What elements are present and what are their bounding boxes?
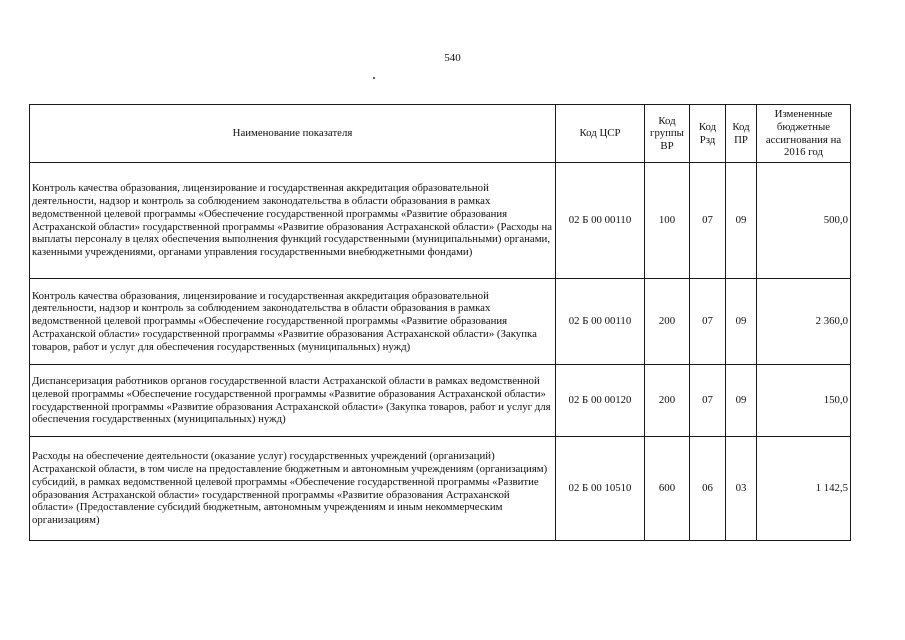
table-row (30, 437, 851, 541)
table-header-row (30, 105, 851, 163)
row-name: Контроль качества образования, лицензирование и государственная аккредитация образовательной деятельности, надзор и контроль за соблюдением законодательства в области образования в рамках ведомственной целевой программы «Обеспечение государственной программы «Развитие образования Астраханской области» государственной программы «Развитие образования Астраханской области» (Закупка товаров, работ и услуг для обеспечения государственных (муниципальных) нужд) (30, 279, 556, 365)
page-number: 540 (444, 52, 461, 64)
row-amount: 500,0 (757, 163, 851, 279)
table-row (30, 163, 851, 279)
row-csr: 02 Б 00 00120 (556, 365, 645, 437)
row-vr: 600 (645, 437, 690, 541)
header-pr: Код ПР (726, 105, 757, 163)
row-name: Диспансеризация работников органов государственной власти Астраханской области в рамках ведомственной целевой программы «Обеспечение государственной программы «Развитие образования Астраханской области» государственной программы «Развитие образования Астраханской области» (Закупка товаров, работ и услуг для обеспечения государственных (муниципальных) нужд) (30, 365, 556, 437)
row-pr: 03 (726, 437, 757, 541)
row-pr: 09 (726, 365, 757, 437)
row-csr: 02 Б 00 00110 (556, 163, 645, 279)
row-rzd: 07 (690, 365, 726, 437)
table-row (30, 365, 851, 437)
table-row (30, 279, 851, 365)
row-csr: 02 Б 00 00110 (556, 279, 645, 365)
row-rzd: 07 (690, 163, 726, 279)
header-rzd: Код Рзд (690, 105, 726, 163)
header-name: Наименование показателя (30, 105, 556, 163)
budget-table (29, 104, 851, 541)
row-pr: 09 (726, 279, 757, 365)
row-amount: 1 142,5 (757, 437, 851, 541)
row-csr: 02 Б 00 10510 (556, 437, 645, 541)
header-amount: Измененные бюджетные ассигнования на 2016 год (757, 105, 851, 163)
row-amount: 2 360,0 (757, 279, 851, 365)
row-rzd: 06 (690, 437, 726, 541)
header-vr: Код группы ВР (645, 105, 690, 163)
row-rzd: 07 (690, 279, 726, 365)
row-name: Контроль качества образования, лицензирование и государственная аккредитация образовательной деятельности, надзор и контроль за соблюдением законодательства в области образования в рамках ведомственной целевой программы «Обеспечение государственной программы «Развитие образования Астраханской области» государственной программы «Развитие образования Астраханской области» (Расходы на выплаты персоналу в целях обеспечения выполнения функций государственными (муниципальными) органами, казенными учреждениями, органами управления государственными внебюджетными фондами) (30, 163, 556, 279)
row-vr: 200 (645, 279, 690, 365)
row-pr: 09 (726, 163, 757, 279)
row-name: Расходы на обеспечение деятельности (оказание услуг) государственных учреждений (организаций) Астраханской области, в том числе на предоставление бюджетным и автономным учреждениям (организациям) субсидий, в рамках ведомственной целевой программы «Обеспечение государственной программы «Развитие образования Астраханской области» государственной программы «Развитие образования Астраханской области» (Предоставление субсидий бюджетным, автономным учреждениям и иным некоммерческим организациям) (30, 437, 556, 541)
header-csr: Код ЦСР (556, 105, 645, 163)
row-amount: 150,0 (757, 365, 851, 437)
scan-speck (373, 77, 375, 79)
row-vr: 200 (645, 365, 690, 437)
row-vr: 100 (645, 163, 690, 279)
